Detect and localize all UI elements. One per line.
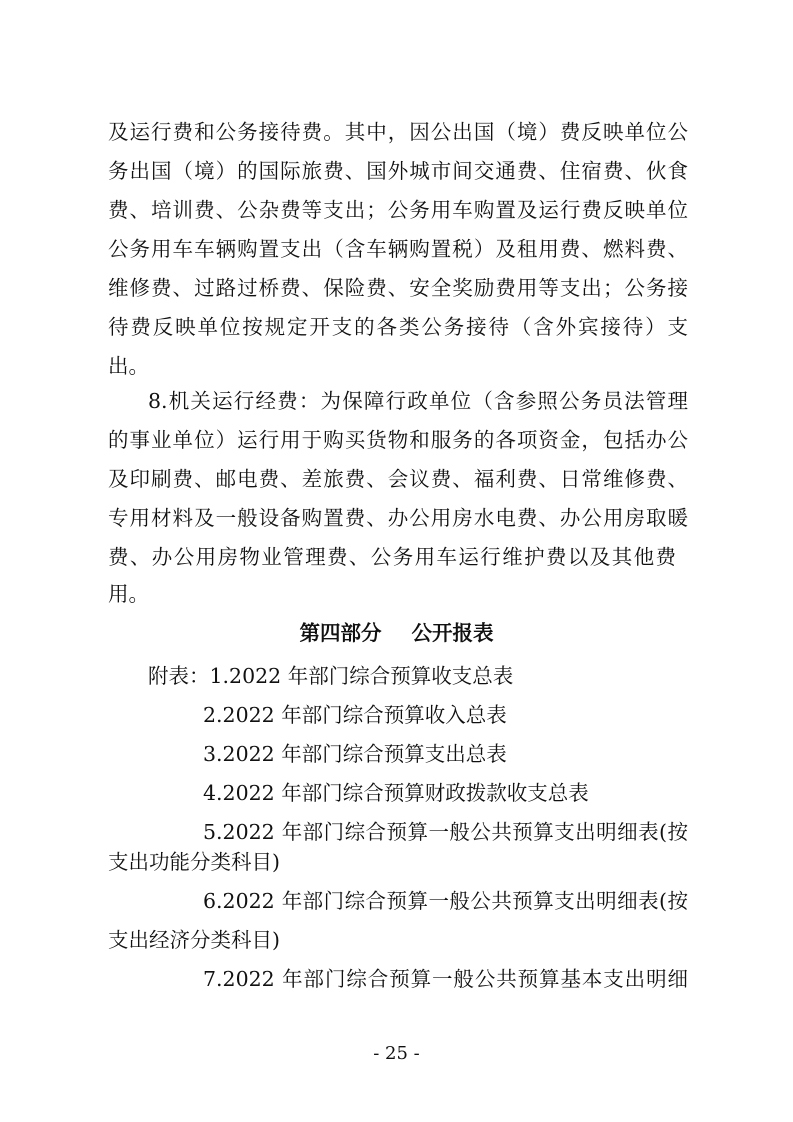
body-text-line: 用。: [108, 582, 149, 606]
body-text-line: 出。: [108, 354, 149, 378]
body-text-line: 及运行费和公务接待费。其中，因公出国（境）费反映单位公: [108, 120, 688, 144]
body-text-line: 费、培训费、公杂费等支出；公务用车购置及运行费反映单位: [108, 198, 688, 222]
body-text-line: 及印刷费、邮电费、差旅费、会议费、福利费、日常维修费、: [108, 467, 688, 491]
annex-line: 附表：1.2022 年部门综合预算收支总表: [148, 664, 514, 688]
section-heading-part: 第四部分: [299, 621, 382, 645]
annex-line: 6.2022 年部门综合预算一般公共预算支出明细表(按: [203, 889, 688, 913]
annex-line: 支出经济分类科目): [108, 928, 280, 952]
body-text-line: 维修费、过路过桥费、保险费、安全奖励费用等支出；公务接: [108, 276, 688, 300]
section-heading: [0, 619, 793, 647]
body-text-line: 的事业单位）运行用于购买货物和服务的各项资金，包括办公: [108, 428, 688, 452]
body-text-line: 8.机关运行经费：为保障行政单位（含参照公务员法管理: [148, 389, 688, 413]
body-text-line: 务出国（境）的国际旅费、国外城市间交通费、住宿费、伙食: [108, 159, 688, 183]
section-heading-title: 公开报表: [411, 621, 494, 645]
annex-line: 4.2022 年部门综合预算财政拨款收支总表: [203, 781, 589, 805]
annex-line: 2.2022 年部门综合预算收入总表: [203, 703, 507, 727]
annex-line: 5.2022 年部门综合预算一般公共预算支出明细表(按: [203, 820, 688, 844]
annex-line: 支出功能分类科目): [108, 850, 280, 874]
body-text-line: 待费反映单位按规定开支的各类公务接待（含外宾接待）支: [108, 315, 688, 339]
annex-line: 7.2022 年部门综合预算一般公共预算基本支出明细: [203, 967, 688, 991]
body-text-line: 费、办公用房物业管理费、公务用车运行维护费以及其他费: [108, 545, 676, 569]
body-text-line: 公务用车车辆购置支出（含车辆购置税）及租用费、燃料费、: [108, 237, 688, 261]
annex-line: 3.2022 年部门综合预算支出总表: [203, 742, 507, 766]
body-text-line: 专用材料及一般设备购置费、办公用房水电费、办公用房取暖: [108, 506, 688, 530]
page-number: - 25 -: [373, 1043, 420, 1064]
